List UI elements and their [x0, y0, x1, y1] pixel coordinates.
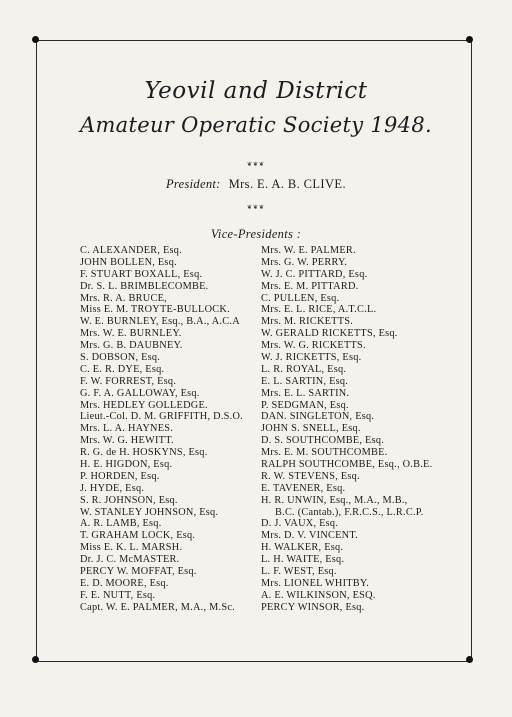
- vice-president-name: DAN. SINGLETON, Esq.: [261, 411, 375, 423]
- vice-president-name: J. HYDE, Esq.: [80, 482, 145, 494]
- vice-president-name: B.C. (Cantab.), F.R.C.S., L.R.C.P.: [275, 506, 424, 518]
- vice-president-name: T. GRAHAM LOCK, Esq.: [80, 530, 196, 542]
- vice-president-name: F. STUART BOXALL, Esq.: [80, 268, 203, 280]
- vice-president-name: Mrs. G. W. PERRY.: [261, 256, 348, 268]
- vice-president-name: C. E. R. DYE, Esq.: [80, 363, 165, 375]
- vice-president-name: S. R. JOHNSON, Esq.: [80, 494, 178, 506]
- vice-president-name: C. ALEXANDER, Esq.: [80, 245, 183, 256]
- corner-dot-top-right: [466, 36, 473, 43]
- vice-president-name: H. WALKER, Esq.: [261, 542, 344, 554]
- vice-president-name: Capt. W. E. PALMER, M.A., M.Sc.: [80, 601, 235, 613]
- vice-president-name: W. J. C. PITTARD, Esq.: [261, 268, 368, 280]
- vice-president-name: Mrs. L. A. HAYNES.: [80, 423, 174, 435]
- vice-president-name: Mrs. E. M. PITTARD.: [261, 280, 359, 292]
- vice-president-name: C. PULLEN, Esq.: [261, 292, 340, 304]
- vice-president-name: Miss E. M. TROYTE-BULLOCK.: [80, 304, 230, 316]
- vice-president-name: Mrs. E. L. RICE, A.T.C.L.: [261, 304, 377, 316]
- vice-president-name: Mrs. M. RICKETTS.: [261, 316, 354, 328]
- vice-president-name: E. TAVENER, Esq.: [261, 482, 346, 494]
- vice-president-name: G. F. A. GALLOWAY, Esq.: [80, 387, 200, 399]
- vice-president-name: PERCY WINSOR, Esq.: [261, 601, 365, 613]
- vice-president-name: A. R. LAMB, Esq.: [80, 518, 162, 530]
- vice-president-name: F. E. NUTT, Esq.: [80, 589, 156, 601]
- vice-presidents-heading: Vice-Presidents :: [210, 227, 302, 241]
- title-line-2: Amateur Operatic Society 1948.: [80, 113, 432, 137]
- vice-president-name: F. W. FORREST, Esq.: [80, 375, 177, 387]
- vice-president-name: W. E. BURNLEY, Esq., B.A., A.C.A: [80, 316, 240, 328]
- ornament-divider-bottom: ❦❦❦: [246, 205, 266, 211]
- vice-president-name: Mrs. W. G. HEWITT.: [80, 435, 174, 447]
- vice-president-name: W. STANLEY JOHNSON, Esq.: [80, 506, 219, 518]
- vice-president-name: P. HORDEN, Esq.: [80, 470, 160, 482]
- vice-president-name: W. J. RICKETTS, Esq.: [261, 352, 362, 364]
- vice-president-name: Mrs. HEDLEY GOLLEDGE.: [80, 399, 208, 411]
- ornament-divider-top: ❦❦❦: [246, 162, 266, 168]
- vice-president-name: H. E. HIGDON, Esq.: [80, 459, 173, 471]
- vice-president-name: Mrs. E. L. SARTIN.: [261, 387, 350, 399]
- vice-president-name: E. L. SARTIN, Esq.: [261, 375, 349, 387]
- vice-president-name: JOHN BOLLEN, Esq.: [80, 256, 177, 268]
- president-line: [0, 177, 512, 192]
- vice-president-name: L. F. WEST, Esq.: [261, 566, 337, 578]
- president-name: Mrs. E. A. B. CLIVE.: [228, 177, 346, 191]
- corner-dot-top-left: [32, 36, 39, 43]
- vice-presidents-left-column: [80, 245, 260, 614]
- vice-president-name: L. R. ROYAL, Esq.: [261, 363, 347, 375]
- vice-president-name: Miss E. K. L. MARSH.: [80, 542, 183, 554]
- vice-president-name: W. GERALD RICKETTS, Esq.: [261, 328, 398, 340]
- vice-president-name: Mrs. W. G. RICKETTS.: [261, 340, 366, 352]
- vice-president-name: JOHN S. SNELL, Esq.: [261, 423, 361, 435]
- president-label: President:: [166, 177, 221, 191]
- vice-president-name: Mrs. D. V. VINCENT.: [261, 530, 358, 542]
- vice-president-name: A. E. WILKINSON, ESQ.: [261, 589, 376, 601]
- vice-president-name: S. DOBSON, Esq.: [80, 352, 161, 364]
- vice-president-name: R. G. de H. HOSKYNS, Esq.: [80, 447, 208, 459]
- vice-president-name: D. S. SOUTHCOMBE, Esq.: [261, 435, 385, 447]
- vice-president-name: R. W. STEVENS, Esq.: [261, 470, 360, 482]
- corner-dot-bottom-left: [32, 656, 39, 663]
- vice-president-name: H. R. UNWIN, Esq., M.A., M.B.,: [261, 494, 408, 506]
- vice-president-name: Mrs. R. A. BRUCE,: [80, 292, 167, 304]
- vice-president-name: Mrs. W. E. BURNLEY.: [80, 328, 182, 340]
- vice-president-name: Mrs. W. E. PALMER.: [261, 245, 356, 256]
- vice-president-name: Mrs. LIONEL WHITBY.: [261, 577, 370, 589]
- vice-president-name: Dr. S. L. BRIMBLECOMBE.: [80, 280, 209, 292]
- vice-president-name: Lieut.-Col. D. M. GRIFFITH, D.S.O.: [80, 411, 243, 423]
- vice-president-name: Mrs. E. M. SOUTHCOMBE.: [261, 447, 388, 459]
- vice-president-name: Mrs. G. B. DAUBNEY.: [80, 340, 183, 352]
- title-line-1: Yeovil and District: [144, 78, 368, 104]
- vice-presidents-right-column: [261, 245, 461, 614]
- vice-president-name: RALPH SOUTHCOMBE, Esq., O.B.E.: [261, 459, 433, 471]
- vice-president-name: L. H. WAITE, Esq.: [261, 554, 345, 566]
- vice-president-name: P. SEDGMAN, Esq.: [261, 399, 349, 411]
- corner-dot-bottom-right: [466, 656, 473, 663]
- vice-president-name: D. J. VAUX, Esq.: [261, 518, 339, 530]
- vice-president-name: E. D. MOORE, Esq.: [80, 577, 169, 589]
- vice-president-name: PERCY W. MOFFAT, Esq.: [80, 566, 197, 578]
- vice-president-name: Dr. J. C. McMASTER.: [80, 554, 180, 566]
